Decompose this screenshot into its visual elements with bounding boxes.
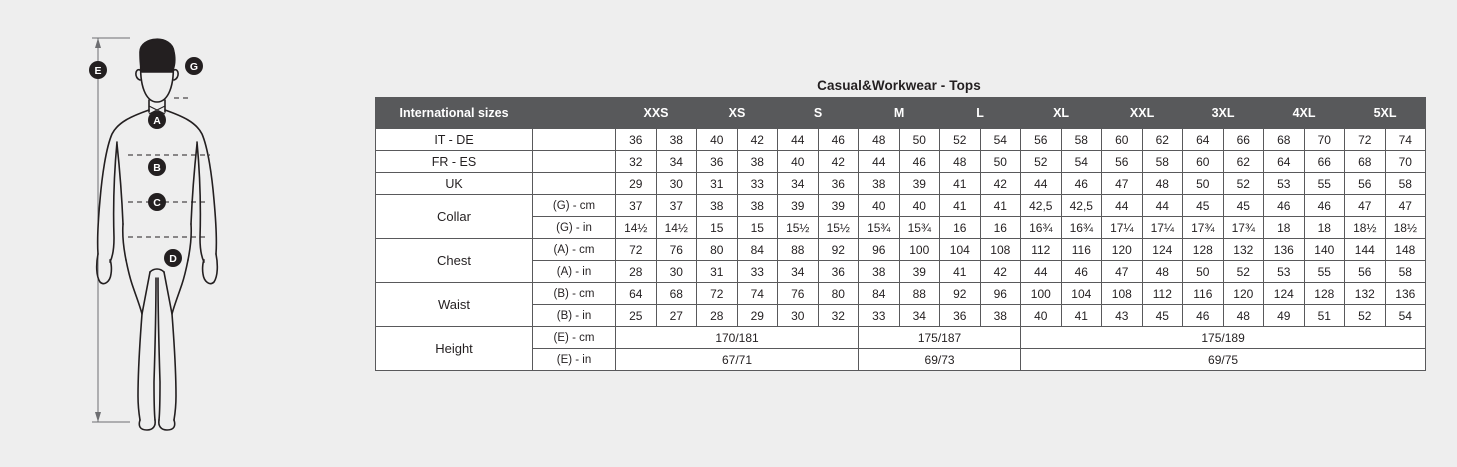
- cell: 15: [697, 217, 738, 239]
- header-size-xl: XL: [1021, 98, 1102, 129]
- marker-c: [148, 193, 166, 211]
- cell: 15¾: [899, 217, 940, 239]
- cell: 50: [1183, 173, 1224, 195]
- cell: 46: [1304, 195, 1345, 217]
- cell: 29: [616, 173, 657, 195]
- cell: 39: [899, 173, 940, 195]
- cell: 68: [1264, 129, 1305, 151]
- cell: 116: [1183, 283, 1224, 305]
- cell: 128: [1183, 239, 1224, 261]
- cell: 34: [899, 305, 940, 327]
- cell: 132: [1345, 283, 1386, 305]
- table-row: [376, 349, 1426, 371]
- cell: 30: [778, 305, 819, 327]
- cell: 88: [899, 283, 940, 305]
- table-header-row: [376, 98, 1426, 129]
- cell: 50: [1183, 261, 1224, 283]
- table-row: [376, 217, 1426, 239]
- cell: 42: [980, 261, 1021, 283]
- size-chart-panel: [375, 78, 1423, 371]
- cell: 32: [818, 305, 859, 327]
- cell: 16¾: [1021, 217, 1062, 239]
- table-row: [376, 283, 1426, 305]
- cell: 46: [1061, 173, 1102, 195]
- cell: 68: [656, 283, 697, 305]
- cell: 60: [1183, 151, 1224, 173]
- row-unit-uk: [533, 173, 616, 195]
- cell: 46: [1183, 305, 1224, 327]
- table-row: [376, 239, 1426, 261]
- cell: 47: [1102, 173, 1143, 195]
- cell: 43: [1102, 305, 1143, 327]
- cell: 15½: [778, 217, 819, 239]
- cell: 47: [1102, 261, 1143, 283]
- cell: 108: [1102, 283, 1143, 305]
- cell: 136: [1385, 283, 1426, 305]
- cell: 51: [1304, 305, 1345, 327]
- cell: 56: [1021, 129, 1062, 151]
- cell: 34: [656, 151, 697, 173]
- table-row: [376, 129, 1426, 151]
- cell: 31: [697, 173, 738, 195]
- row-unit-collar-in: (G) - in: [533, 217, 616, 239]
- cell: 36: [818, 173, 859, 195]
- cell: 49: [1264, 305, 1305, 327]
- cell: 14½: [656, 217, 697, 239]
- cell: 41: [940, 261, 981, 283]
- cell: 38: [737, 195, 778, 217]
- header-size-m: M: [859, 98, 940, 129]
- cell: 96: [859, 239, 900, 261]
- size-chart-table: [375, 97, 1426, 371]
- cell: 108: [980, 239, 1021, 261]
- cell: 45: [1183, 195, 1224, 217]
- table-row: [376, 305, 1426, 327]
- cell: 45: [1223, 195, 1264, 217]
- marker-e: [89, 61, 107, 79]
- cell: 40: [697, 129, 738, 151]
- row-label-collar: Collar: [376, 195, 533, 239]
- cell: 42: [737, 129, 778, 151]
- cell: 124: [1264, 283, 1305, 305]
- cell-height-group: 175/187: [859, 327, 1021, 349]
- cell: 38: [980, 305, 1021, 327]
- cell: 44: [778, 129, 819, 151]
- cell: 38: [697, 195, 738, 217]
- cell: 47: [1385, 195, 1426, 217]
- cell: 48: [1142, 261, 1183, 283]
- cell: 15¾: [859, 217, 900, 239]
- cell-height-group: 170/181: [616, 327, 859, 349]
- cell: 66: [1304, 151, 1345, 173]
- cell: 60: [1102, 129, 1143, 151]
- cell: 31: [697, 261, 738, 283]
- cell-height-group: 69/75: [1021, 349, 1426, 371]
- cell: 80: [818, 283, 859, 305]
- cell: 38: [859, 173, 900, 195]
- cell: 58: [1385, 261, 1426, 283]
- cell: 17¾: [1183, 217, 1224, 239]
- cell: 34: [778, 173, 819, 195]
- row-label-chest: Chest: [376, 239, 533, 283]
- cell: 16¾: [1061, 217, 1102, 239]
- header-unit-blank: [533, 98, 616, 129]
- cell: 50: [899, 129, 940, 151]
- cell: 28: [697, 305, 738, 327]
- cell: 18: [1304, 217, 1345, 239]
- cell: 37: [656, 195, 697, 217]
- cell: 72: [616, 239, 657, 261]
- cell: 120: [1223, 283, 1264, 305]
- cell: 140: [1304, 239, 1345, 261]
- cell: 47: [1345, 195, 1386, 217]
- cell: 44: [1021, 173, 1062, 195]
- cell: 40: [778, 151, 819, 173]
- cell: 72: [1345, 129, 1386, 151]
- cell: 44: [1142, 195, 1183, 217]
- cell: 41: [940, 195, 981, 217]
- body-outline: [97, 39, 218, 430]
- cell: 17¼: [1102, 217, 1143, 239]
- cell: 25: [616, 305, 657, 327]
- cell: 92: [818, 239, 859, 261]
- cell: 29: [737, 305, 778, 327]
- cell: 128: [1304, 283, 1345, 305]
- cell: 76: [656, 239, 697, 261]
- cell: 136: [1264, 239, 1305, 261]
- table-row: [376, 261, 1426, 283]
- cell: 84: [737, 239, 778, 261]
- cell: 40: [899, 195, 940, 217]
- cell: 64: [616, 283, 657, 305]
- cell-height-group: 69/73: [859, 349, 1021, 371]
- cell: 33: [737, 173, 778, 195]
- cell: 42,5: [1021, 195, 1062, 217]
- measurement-guides: [128, 98, 210, 237]
- table-row: [376, 151, 1426, 173]
- cell: 39: [818, 195, 859, 217]
- cell: 38: [656, 129, 697, 151]
- marker-g: [185, 57, 203, 75]
- cell: 48: [859, 129, 900, 151]
- cell: 16: [980, 217, 1021, 239]
- cell: 72: [697, 283, 738, 305]
- cell: 18½: [1385, 217, 1426, 239]
- cell: 44: [859, 151, 900, 173]
- cell: 36: [818, 261, 859, 283]
- cell: 120: [1102, 239, 1143, 261]
- cell: 14½: [616, 217, 657, 239]
- cell: 54: [1061, 151, 1102, 173]
- marker-b: [148, 158, 166, 176]
- cell: 27: [656, 305, 697, 327]
- row-label-it-de: IT - DE: [376, 129, 533, 151]
- header-international-sizes: International sizes: [376, 98, 533, 129]
- cell: 55: [1304, 173, 1345, 195]
- cell: 48: [940, 151, 981, 173]
- row-label-fr-es: FR - ES: [376, 151, 533, 173]
- cell: 56: [1102, 151, 1143, 173]
- header-size-xxl: XXL: [1102, 98, 1183, 129]
- cell: 33: [737, 261, 778, 283]
- row-label-waist: Waist: [376, 283, 533, 327]
- cell: 74: [1385, 129, 1426, 151]
- cell: 46: [899, 151, 940, 173]
- cell: 52: [1223, 261, 1264, 283]
- cell: 58: [1142, 151, 1183, 173]
- cell: 48: [1142, 173, 1183, 195]
- header-size-5xl: 5XL: [1345, 98, 1426, 129]
- cell: 112: [1142, 283, 1183, 305]
- row-unit-waist-in: (B) - in: [533, 305, 616, 327]
- cell: 66: [1223, 129, 1264, 151]
- cell: 58: [1061, 129, 1102, 151]
- cell: 28: [616, 261, 657, 283]
- cell: 52: [1021, 151, 1062, 173]
- cell: 30: [656, 261, 697, 283]
- cell: 56: [1345, 261, 1386, 283]
- cell: 53: [1264, 173, 1305, 195]
- cell: 38: [737, 151, 778, 173]
- cell: 17¾: [1223, 217, 1264, 239]
- cell: 36: [697, 151, 738, 173]
- row-unit-chest-cm: (A) - cm: [533, 239, 616, 261]
- cell: 42: [980, 173, 1021, 195]
- cell: 54: [980, 129, 1021, 151]
- cell: 40: [859, 195, 900, 217]
- row-unit-waist-cm: (B) - cm: [533, 283, 616, 305]
- cell: 34: [778, 261, 819, 283]
- cell: 44: [1102, 195, 1143, 217]
- row-unit-collar-cm: (G) - cm: [533, 195, 616, 217]
- cell: 16: [940, 217, 981, 239]
- cell: 17¼: [1142, 217, 1183, 239]
- cell: 38: [859, 261, 900, 283]
- cell: 52: [1345, 305, 1386, 327]
- header-size-xs: XS: [697, 98, 778, 129]
- cell: 46: [1264, 195, 1305, 217]
- cell: 36: [616, 129, 657, 151]
- cell: 68: [1345, 151, 1386, 173]
- svg-text:A: A: [153, 115, 161, 127]
- cell: 100: [899, 239, 940, 261]
- row-label-uk: UK: [376, 173, 533, 195]
- cell: 40: [1021, 305, 1062, 327]
- svg-text:D: D: [169, 253, 177, 265]
- cell: 52: [1223, 173, 1264, 195]
- cell: 48: [1223, 305, 1264, 327]
- cell: 132: [1223, 239, 1264, 261]
- cell: 45: [1142, 305, 1183, 327]
- cell: 70: [1385, 151, 1426, 173]
- header-size-4xl: 4XL: [1264, 98, 1345, 129]
- cell: 46: [818, 129, 859, 151]
- cell: 104: [1061, 283, 1102, 305]
- cell: 100: [1021, 283, 1062, 305]
- cell: 39: [899, 261, 940, 283]
- header-size-l: L: [940, 98, 1021, 129]
- cell: 62: [1223, 151, 1264, 173]
- cell: 84: [859, 283, 900, 305]
- cell: 52: [940, 129, 981, 151]
- cell: 148: [1385, 239, 1426, 261]
- cell: 64: [1264, 151, 1305, 173]
- cell: 44: [1021, 261, 1062, 283]
- cell: 88: [778, 239, 819, 261]
- cell: 104: [940, 239, 981, 261]
- row-unit-fr-es: [533, 151, 616, 173]
- cell: 18: [1264, 217, 1305, 239]
- marker-a: [148, 111, 166, 129]
- body-measurement-figure: [70, 10, 350, 450]
- cell: 41: [980, 195, 1021, 217]
- cell: 15: [737, 217, 778, 239]
- row-label-height: Height: [376, 327, 533, 371]
- cell: 62: [1142, 129, 1183, 151]
- cell: 76: [778, 283, 819, 305]
- header-size-s: S: [778, 98, 859, 129]
- cell: 36: [940, 305, 981, 327]
- cell: 144: [1345, 239, 1386, 261]
- cell: 41: [940, 173, 981, 195]
- cell: 56: [1345, 173, 1386, 195]
- cell: 64: [1183, 129, 1224, 151]
- figure-svg: [70, 10, 350, 450]
- header-size-xxs: XXS: [616, 98, 697, 129]
- svg-text:G: G: [189, 61, 199, 73]
- cell: 39: [778, 195, 819, 217]
- cell: 70: [1304, 129, 1345, 151]
- cell: 112: [1021, 239, 1062, 261]
- cell: 74: [737, 283, 778, 305]
- cell: 42: [818, 151, 859, 173]
- cell: 37: [616, 195, 657, 217]
- chart-title: Casual&Workwear - Tops: [817, 78, 981, 93]
- cell: 116: [1061, 239, 1102, 261]
- cell: 33: [859, 305, 900, 327]
- cell: 96: [980, 283, 1021, 305]
- cell: 46: [1061, 261, 1102, 283]
- row-unit-chest-in: (A) - in: [533, 261, 616, 283]
- cell: 58: [1385, 173, 1426, 195]
- cell: 41: [1061, 305, 1102, 327]
- cell: 15½: [818, 217, 859, 239]
- cell: 124: [1142, 239, 1183, 261]
- table-row: [376, 327, 1426, 349]
- row-unit-it-de: [533, 129, 616, 151]
- cell: 18½: [1345, 217, 1386, 239]
- table-row: [376, 173, 1426, 195]
- svg-text:E: E: [94, 65, 102, 77]
- cell: 50: [980, 151, 1021, 173]
- cell: 30: [656, 173, 697, 195]
- cell: 32: [616, 151, 657, 173]
- cell: 54: [1385, 305, 1426, 327]
- cell: 53: [1264, 261, 1305, 283]
- row-unit-height-cm: (E) - cm: [533, 327, 616, 349]
- svg-text:B: B: [153, 162, 161, 174]
- marker-d: [164, 249, 182, 267]
- cell: 55: [1304, 261, 1345, 283]
- header-size-3xl: 3XL: [1183, 98, 1264, 129]
- cell-height-group: 67/71: [616, 349, 859, 371]
- svg-text:C: C: [153, 197, 161, 209]
- cell: 92: [940, 283, 981, 305]
- cell: 42,5: [1061, 195, 1102, 217]
- cell-height-group: 175/189: [1021, 327, 1426, 349]
- table-row: [376, 195, 1426, 217]
- row-unit-height-in: (E) - in: [533, 349, 616, 371]
- cell: 80: [697, 239, 738, 261]
